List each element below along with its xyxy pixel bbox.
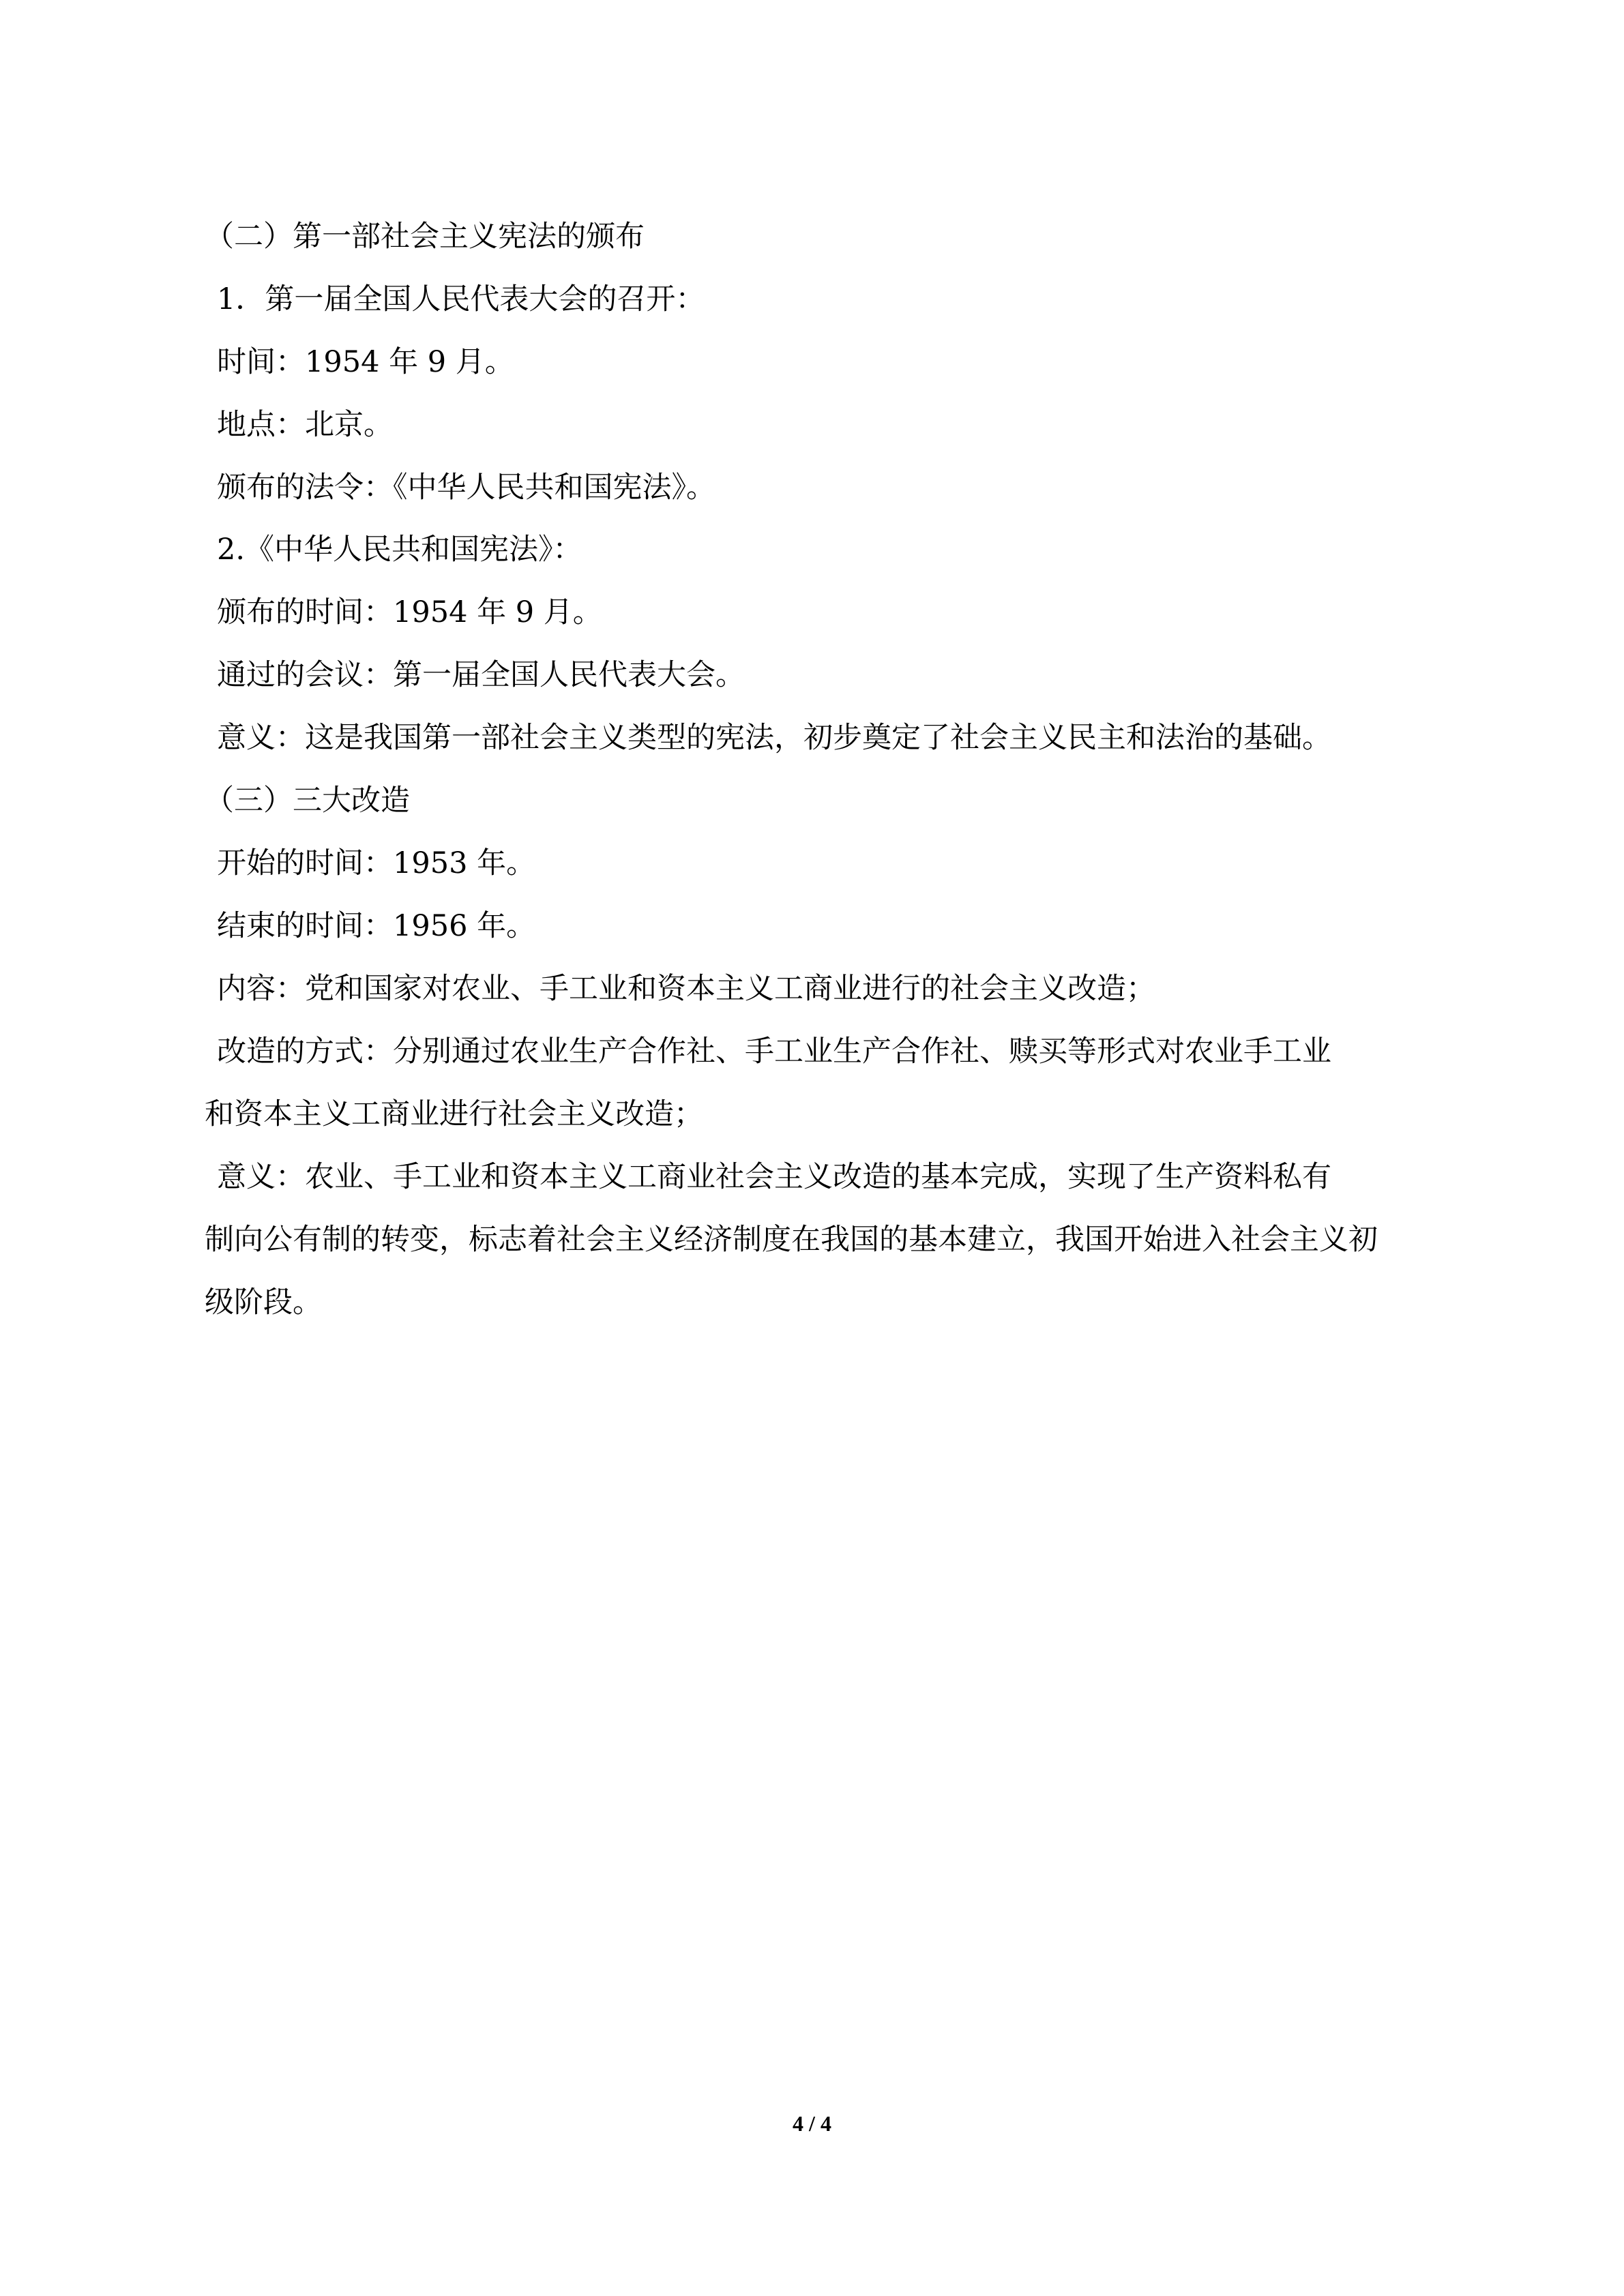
text-line-meeting: 通过的会议：第一届全国人民代表大会。 (217, 658, 745, 692)
text-line-decree: 颁布的法令：《中华人民共和国宪法》。 (217, 471, 715, 505)
paragraph-significance-line-2: 制向公有制的转变，标志着社会主义经济制度在我国的基本建立，我国开始进入社会主义初 (205, 1223, 1378, 1257)
page-number: 4 / 4 (793, 2111, 831, 2136)
paragraph-method-line-2: 和资本主义工商业进行社会主义改造； (205, 1097, 703, 1131)
text-line-content: 内容：党和国家对农业、手工业和资本主义工商业进行的社会主义改造； (217, 972, 1155, 1006)
section-heading-three-reforms: （三）三大改造 (205, 784, 410, 818)
paragraph-significance-line-3: 级阶段。 (205, 1285, 322, 1320)
text-line-significance-constitution: 意义：这是我国第一部社会主义类型的宪法，初步奠定了社会主义民主和法治的基础。 (217, 721, 1331, 755)
text-line-promulgation-time: 颁布的时间：1954 年 9 月。 (217, 595, 602, 629)
paragraph-method-line-1: 改造的方式：分别通过农业生产合作社、手工业生产合作社、赎买等形式对农业手工业 (217, 1034, 1331, 1069)
text-line-start-time: 开始的时间：1953 年。 (217, 846, 536, 880)
paragraph-significance-line-1: 意义：农业、手工业和资本主义工商业社会主义改造的基本完成，实现了生产资料私有 (217, 1160, 1331, 1194)
subsection-heading-first-npc: 1．第一届全国人民代表大会的召开： (217, 282, 705, 316)
text-line-time: 时间：1954 年 9 月。 (217, 345, 514, 379)
section-heading-constitution: （二）第一部社会主义宪法的颁布 (205, 220, 645, 254)
subsection-heading-constitution: 2.《中华人民共和国宪法》： (217, 533, 582, 567)
text-line-location: 地点：北京。 (217, 408, 393, 442)
text-line-end-time: 结束的时间：1956 年。 (217, 909, 536, 943)
